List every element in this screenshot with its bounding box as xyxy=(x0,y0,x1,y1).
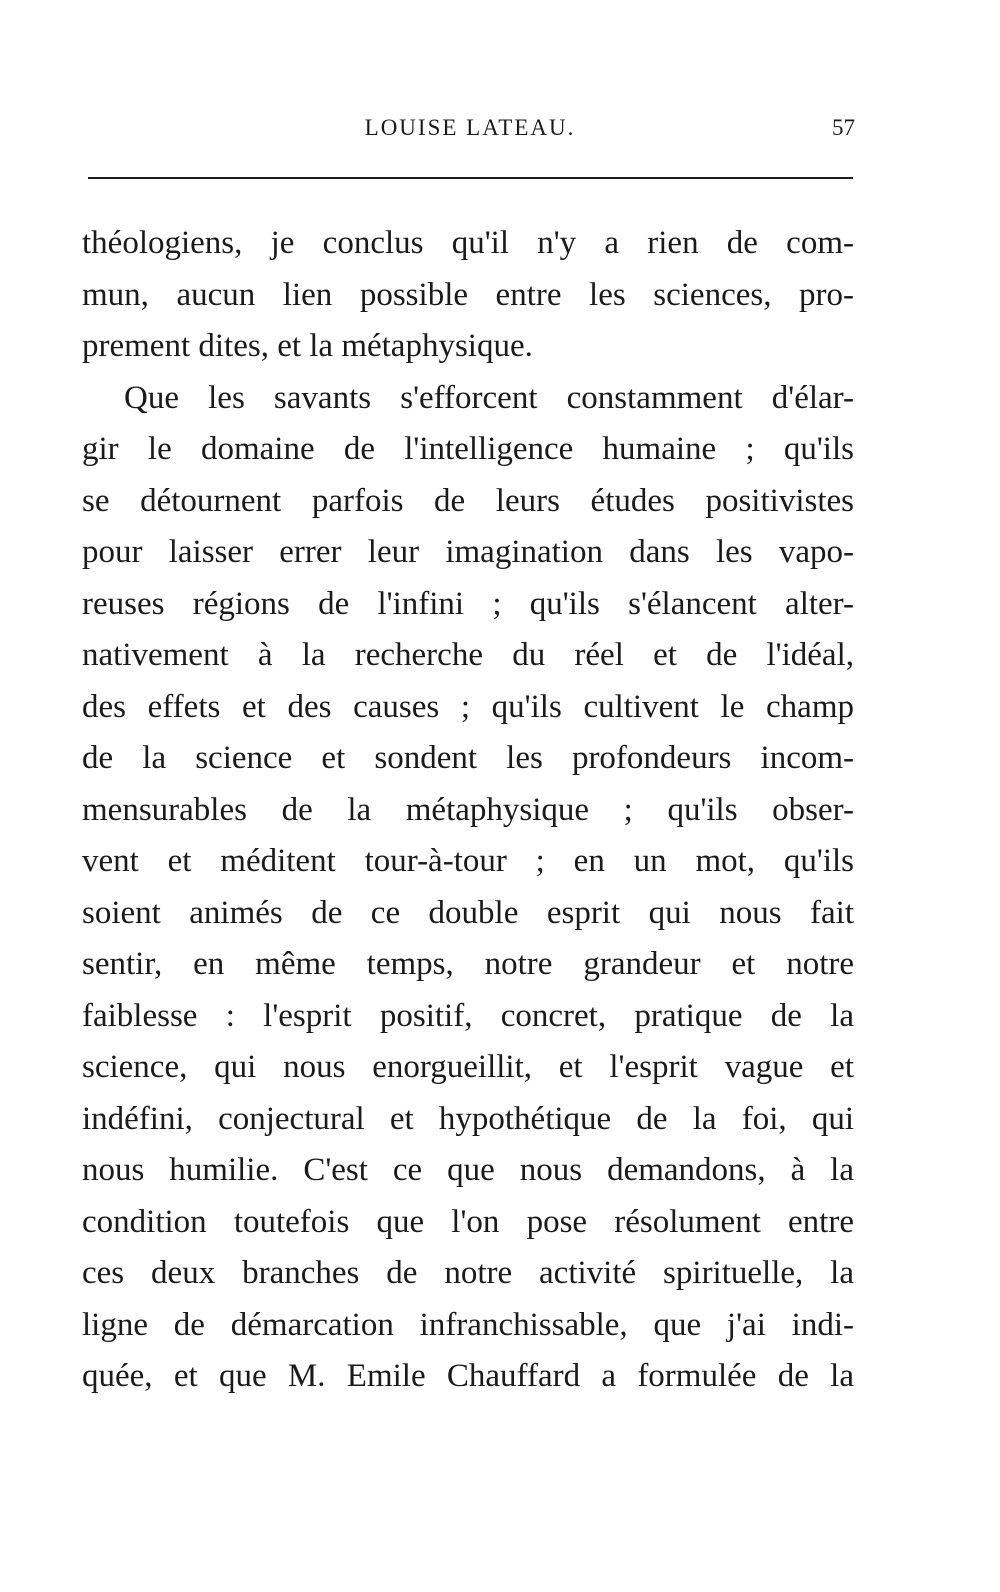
text-line: science, qui nous enorgueillit, et l'esprit vague et xyxy=(82,1049,854,1085)
text-line: Que les savants s'efforcent constamment d'élar- xyxy=(124,379,854,416)
body-text xyxy=(82,218,854,1403)
text-line: mensurables de la métaphysique ; qu'ils obser- xyxy=(82,791,854,828)
text-line: théologiens, je conclus qu'il n'y a rien de com- xyxy=(82,225,854,261)
text-line: des effets et des causes ; qu'ils cultivent le champ xyxy=(82,688,854,725)
text-line: reuses régions de l'infini ; qu'ils s'élancent alter- xyxy=(82,585,854,622)
text-line: quée, et que M. Emile Chauffard a formulée de la xyxy=(82,1358,854,1394)
text-line: gir le domaine de l'intelligence humaine ; qu'ils xyxy=(82,431,854,467)
text-line: ces deux branches de notre activité spirituelle, la xyxy=(82,1255,854,1291)
text-line: pour laisser errer leur imagination dans les vapo- xyxy=(82,534,854,570)
text-line: indéfini, conjectural et hypothétique de la foi, qui xyxy=(82,1100,854,1137)
text-line: mun, aucun lien possible entre les sciences, pro- xyxy=(82,276,854,313)
running-title: LOUISE LATEAU. xyxy=(364,115,576,140)
running-head xyxy=(0,108,1000,148)
text-line: prement dites, et la métaphysique. xyxy=(82,328,533,364)
text-line: de la science et sondent les profondeurs incom- xyxy=(82,740,854,776)
page-number: 57 xyxy=(832,115,855,140)
text-line: soient animés de ce double esprit qui nous fait xyxy=(82,894,854,931)
text-line: se détournent parfois de leurs études positivistes xyxy=(82,482,854,519)
text-line: ligne de démarcation infranchissable, que j'ai indi- xyxy=(82,1306,854,1343)
text-line: nous humilie. C'est ce que nous demandons, à la xyxy=(82,1152,854,1188)
text-line: sentir, en même temps, notre grandeur et notre xyxy=(82,946,854,982)
text-line: vent et méditent tour-à-tour ; en un mot, qu'ils xyxy=(82,843,854,879)
text-line: condition toutefois que l'on pose résolument entre xyxy=(82,1203,854,1240)
header-rule xyxy=(88,177,853,179)
text-line: nativement à la recherche du réel et de l'idéal, xyxy=(82,637,854,673)
text-line: faiblesse : l'esprit positif, concret, pratique de la xyxy=(82,997,854,1034)
